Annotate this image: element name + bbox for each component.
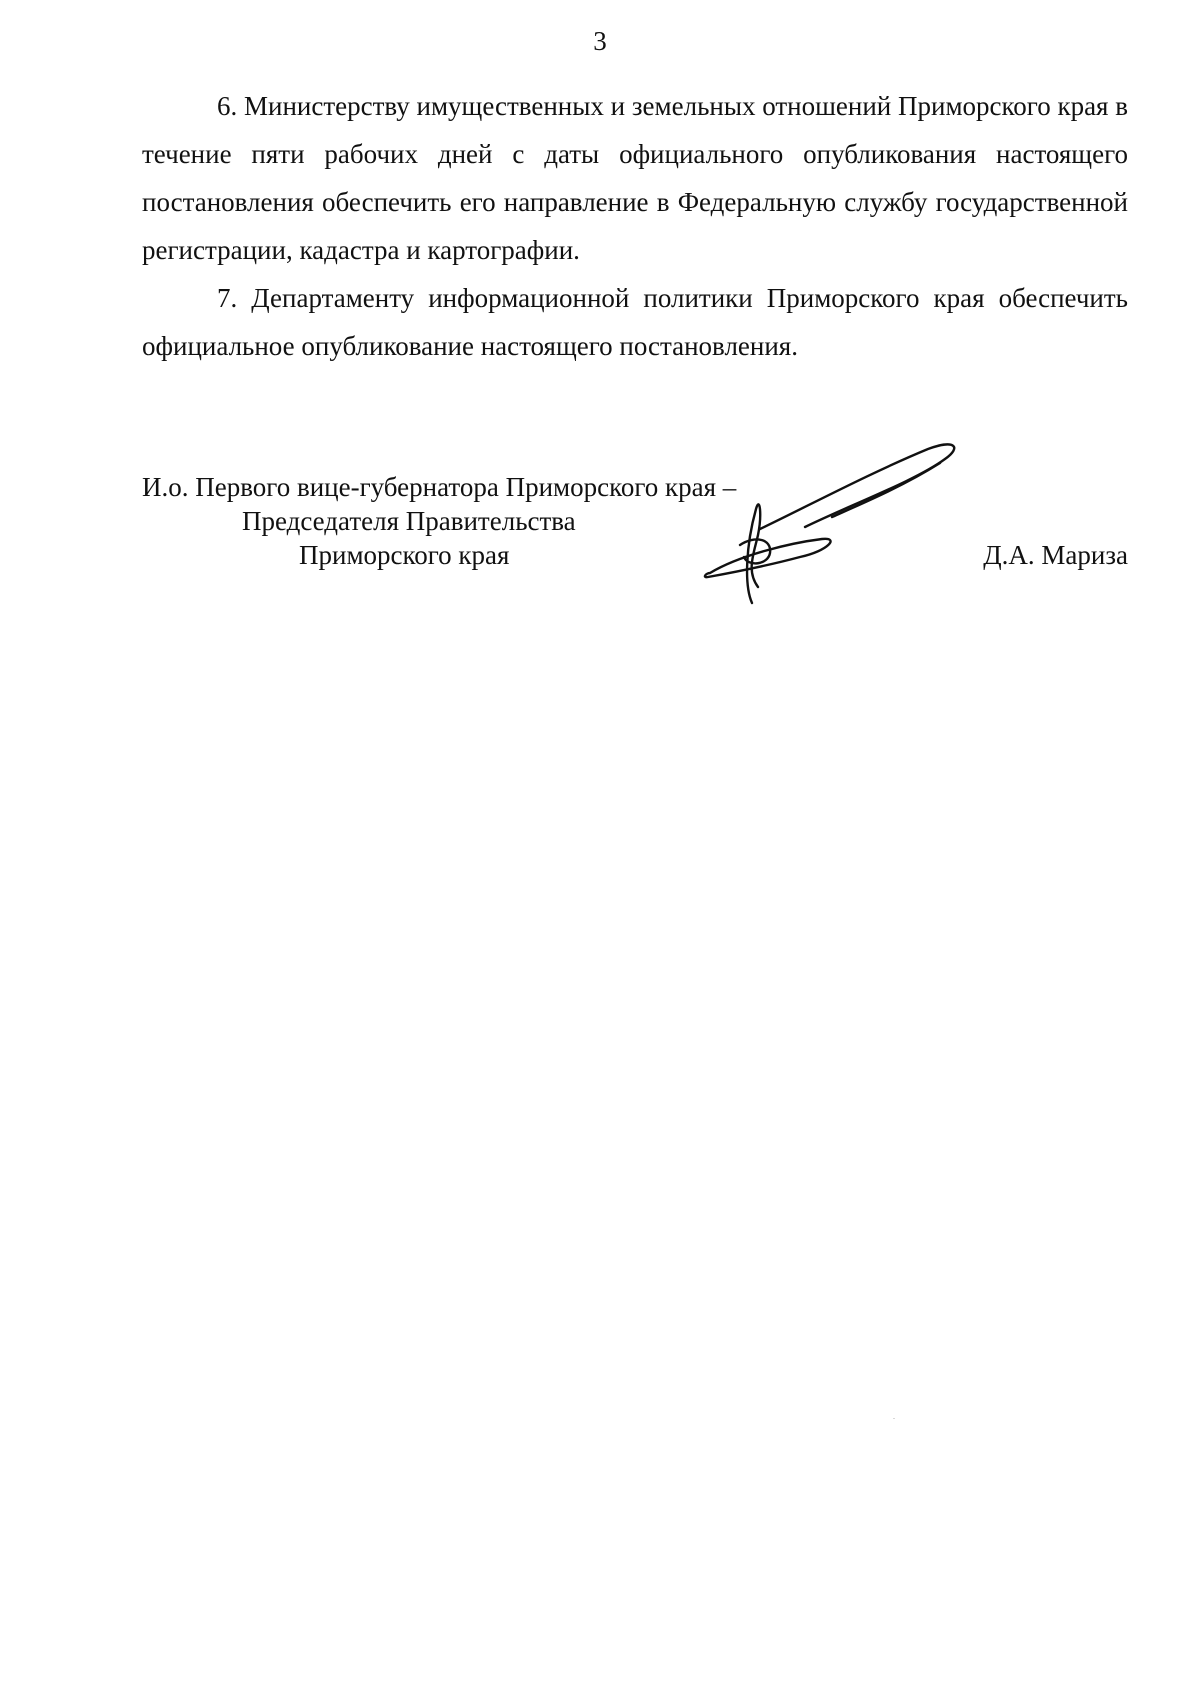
signatory-name: Д.А. Мариза (983, 540, 1128, 570)
paragraph-7: 7. Департаменту информационной политики Приморского края обеспечить официальное опубликование настоящего постановления. (142, 283, 1128, 361)
scan-speck (893, 1418, 895, 1419)
signatory-title-line-2: Председателя Правительства (242, 506, 576, 536)
signatory-title-line-1: И.о. Первого вице-губернатора Приморского края – (142, 472, 737, 502)
signatory-title-line-3: Приморского края (299, 540, 510, 570)
page-number: 3 (593, 26, 607, 56)
handwritten-signature-icon (700, 435, 1040, 605)
paragraph-6: 6. Министерству имущественных и земельных отношений Приморского края в течение пяти рабочих дней с даты официального опубликования настоящего постановления обеспечить его направление в Федеральную службу государственной регистрации, кадастра и картографии. (142, 91, 1128, 265)
document-body (142, 82, 1128, 370)
